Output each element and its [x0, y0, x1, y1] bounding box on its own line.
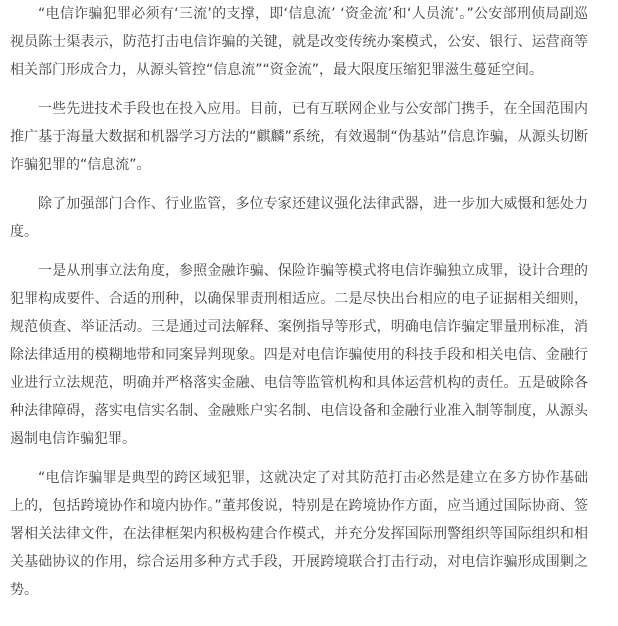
paragraph-2: 一些先进技术手段也在投入应用。目前，已有互联网企业与公安部门携手，在全国范围内推广基于海量大数据和机器学习方法的“麒麟”系统，有效遏制“伪基站”信息诈骗，从源头切断诈骗犯罪的“信息流”。	[10, 101, 588, 173]
paragraph-3: 除了加强部门合作、行业监管，多位专家还建议强化法律武器，进一步加大威慑和惩处力度。	[10, 196, 588, 240]
paragraph-5: “电信诈骗罪是典型的跨区域犯罪，这就决定了对其防范打击必然是建立在多方协作基础上的，包括跨境协作和境内协作。”董邦俊说，特别是在跨境协作方面，应当通过国际协商、签署相关法律文件，在法律框架内积极构建合作模式，并充分发挥国际刑警组织等国际组织和相关基础协议的作用，综合运用多种方式手段，开展跨境联合打击行动，对电信诈骗形成围剿之势。	[10, 470, 588, 598]
paragraph-4: 一是从刑事立法角度，参照金融诈骗、保险诈骗等模式将电信诈骗独立成罪，设计合理的犯罪构成要件、合适的刑种，以确保罪责刑相适应。二是尽快出台相应的电子证据相关细则，规范侦查、举证活动。三是通过司法解释、案例指导等形式，明确电信诈骗定罪量刑标准，消除法律适用的模糊地带和同案异判现象。四是对电信诈骗使用的科技手段和相关电信、金融行业进行立法规范，明确并严格落实金融、电信等监管机构和具体运营机构的责任。五是破除各种法律障碍，落实电信实名制、金融账户实名制、电信设备和金融行业准入制等制度，从源头遏制电信诈骗犯罪。	[10, 263, 588, 447]
paragraph-1: “电信诈骗犯罪必须有‘三流’的支撑，即‘信息流’ ‘资金流’和‘人员流’。”公安部刑侦局副巡视员陈士渠表示，防范打击电信诈骗的关键，就是改变传统办案模式，公安、银行、运营商等相关部门形成合力，从源头管控“信息流”“资金流”，最大限度压缩犯罪滋生蔓延空间。	[10, 6, 588, 78]
